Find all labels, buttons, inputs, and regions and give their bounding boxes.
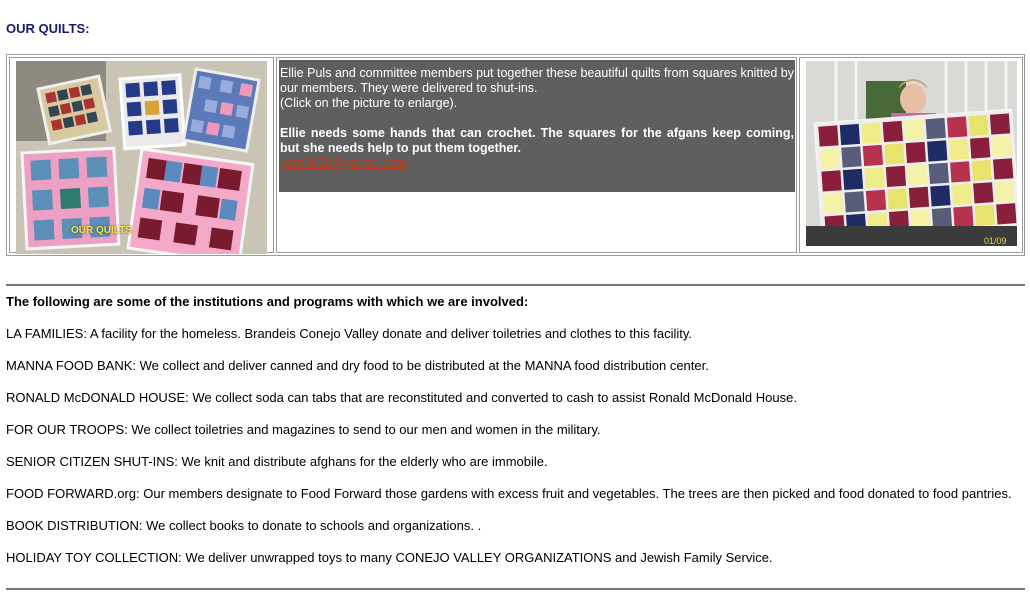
quilt-photo-art — [806, 61, 1017, 246]
page-heading: OUR QUILTS: — [6, 21, 90, 36]
program-item: RONALD McDONALD HOUSE: We collect soda can tabs that are reconstituted and converted to cash to assist Ronald McDonald House. — [6, 390, 797, 405]
program-item: FOR OUR TROOPS: We collect toiletries and magazines to send to our men and women in the military. — [6, 422, 601, 437]
collage-label: OUR QUILTS — [71, 225, 132, 236]
program-item: MANNA FOOD BANK: We collect and deliver canned and dry food to be distributed at the MANNA food distribution center. — [6, 358, 709, 373]
caption-help-request: Ellie needs some hands that can crochet. The squares for the afgans keep coming, but she needs help to put them together. — [280, 126, 794, 155]
program-item: LA FAMILIES: A facility for the homeless. Brandeis Conejo Valley donate and deliver toiletries and clothes to this facility. — [6, 326, 692, 341]
caption-text: Ellie Puls and committee members put together these beautiful quilts from squares knitted by our members. They were delivered to shut-ins. — [280, 66, 794, 95]
divider-bottom — [6, 588, 1025, 590]
program-item: BOOK DISTRIBUTION: We collect books to donate to schools and organizations. . — [6, 518, 482, 533]
quilts-collage-image[interactable] — [16, 61, 267, 254]
quilts-caption-cell — [276, 57, 797, 253]
program-item: HOLIDAY TOY COLLECTION: We deliver unwrapped toys to many CONEJO VALLEY ORGANIZATIONS and Jewish Family Service. — [6, 550, 773, 565]
photo-date-stamp: 01/09 — [984, 236, 1007, 246]
program-item: FOOD FORWARD.org: Our members designate to Food Forward those gardens with excess fruit and vegetables. The trees are then picked and food donated to food pantries. — [6, 486, 1012, 501]
program-item: SENIOR CITIZEN SHUT-INS: We knit and distribute afghans for the elderly who are immobile. — [6, 454, 548, 469]
quilts-table — [6, 54, 1025, 256]
divider-top — [6, 284, 1025, 286]
quilt-collage-art — [16, 61, 267, 254]
quilts-collage-cell — [9, 57, 274, 253]
programs-intro: The following are some of the institutions and programs with which we are involved: — [6, 294, 529, 309]
quilt-photo-cell — [799, 57, 1023, 253]
programs-list — [6, 326, 1012, 582]
contact-email-link[interactable]: pcrn0620@yahoo.com — [280, 156, 406, 170]
quilt-photo[interactable] — [806, 61, 1017, 246]
caption-enlarge-hint: (Click on the picture to enlarge). — [280, 96, 458, 110]
quilts-caption — [279, 60, 795, 192]
